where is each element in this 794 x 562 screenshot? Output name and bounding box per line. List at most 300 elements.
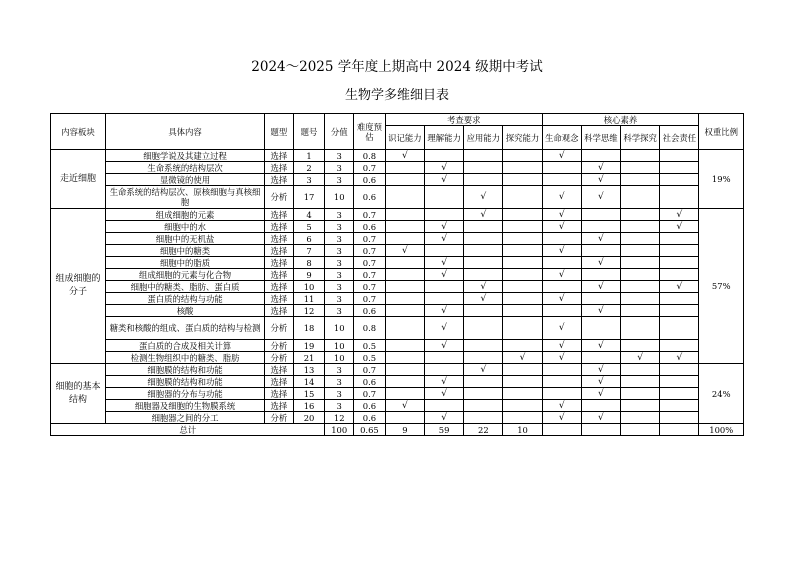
total-req-score: 59 (425, 424, 464, 436)
check-mark: √ (581, 305, 620, 317)
check-mark: √ (542, 352, 581, 364)
qno-cell: 1 (293, 150, 325, 162)
qtype-cell: 选择 (265, 364, 294, 376)
content-cell: 细胞中的脂质 (106, 257, 265, 269)
check-mark: √ (425, 317, 464, 340)
check-mark: √ (425, 388, 464, 400)
qno-cell: 10 (293, 281, 325, 293)
check-mark: √ (542, 245, 581, 257)
difficulty-cell: 0.7 (354, 245, 386, 257)
score-cell: 3 (325, 174, 354, 186)
empty-cell (503, 162, 542, 174)
table-row (51, 388, 744, 400)
header-qno: 题号 (293, 114, 325, 150)
check-mark: √ (581, 257, 620, 269)
empty-cell (503, 317, 542, 340)
content-cell: 组成细胞的元素 (106, 209, 265, 221)
table-row (51, 281, 744, 293)
qtype-cell: 分析 (265, 317, 294, 340)
empty-cell (503, 364, 542, 376)
qno-cell: 18 (293, 317, 325, 340)
check-mark: √ (581, 388, 620, 400)
qno-cell: 7 (293, 245, 325, 257)
empty-cell (425, 293, 464, 305)
header-req-explore: 探究能力 (503, 126, 542, 150)
empty-cell (621, 221, 660, 233)
qtype-cell: 选择 (265, 257, 294, 269)
content-cell: 细胞学说及其建立过程 (106, 150, 265, 162)
header-difficulty: 难度预估 (354, 114, 386, 150)
empty-cell (542, 305, 581, 317)
score-cell: 10 (325, 340, 354, 352)
empty-cell (464, 305, 503, 317)
empty-cell (621, 376, 660, 388)
empty-cell (464, 340, 503, 352)
check-mark: √ (581, 376, 620, 388)
empty-cell (385, 209, 424, 221)
total-difficulty: 0.65 (354, 424, 386, 436)
empty-cell (503, 257, 542, 269)
empty-cell (621, 293, 660, 305)
header-module: 内容板块 (51, 114, 106, 150)
check-mark: √ (542, 269, 581, 281)
empty-cell (581, 245, 620, 257)
score-cell: 3 (325, 245, 354, 257)
empty-cell (660, 269, 699, 281)
score-cell: 3 (325, 400, 354, 412)
empty-cell (503, 305, 542, 317)
total-req-score: 9 (385, 424, 424, 436)
difficulty-cell: 0.6 (354, 412, 386, 424)
check-mark: √ (581, 364, 620, 376)
empty-cell (621, 305, 660, 317)
empty-cell (621, 317, 660, 340)
qtype-cell: 选择 (265, 209, 294, 221)
difficulty-cell: 0.6 (354, 376, 386, 388)
empty-cell (660, 162, 699, 174)
check-mark: √ (581, 174, 620, 186)
empty-cell (503, 400, 542, 412)
table-row (51, 400, 744, 412)
check-mark: √ (385, 150, 424, 162)
qtype-cell: 选择 (265, 305, 294, 317)
qno-cell: 12 (293, 305, 325, 317)
empty-cell (581, 424, 620, 436)
check-mark: √ (464, 364, 503, 376)
difficulty-cell: 0.7 (354, 281, 386, 293)
check-mark: √ (621, 352, 660, 364)
difficulty-cell: 0.6 (354, 400, 386, 412)
content-cell: 细胞器的分布与功能 (106, 388, 265, 400)
empty-cell (581, 352, 620, 364)
table-row (51, 186, 744, 209)
empty-cell (581, 209, 620, 221)
empty-cell (464, 352, 503, 364)
empty-cell (660, 400, 699, 412)
content-cell: 细胞中的糖类、脂肪、蛋白质 (106, 281, 265, 293)
empty-cell (581, 293, 620, 305)
check-mark: √ (581, 412, 620, 424)
header-weight: 权重比例 (699, 114, 744, 150)
header-core-scientific-inquiry: 科学探究 (621, 126, 660, 150)
check-mark: √ (425, 162, 464, 174)
empty-cell (542, 233, 581, 245)
qtype-cell: 选择 (265, 221, 294, 233)
content-cell: 检测生物组织中的糖类、脂肪 (106, 352, 265, 364)
check-mark: √ (425, 233, 464, 245)
empty-cell (425, 150, 464, 162)
empty-cell (385, 340, 424, 352)
empty-cell (542, 388, 581, 400)
difficulty-cell: 0.7 (354, 269, 386, 281)
table-row (51, 245, 744, 257)
empty-cell (464, 317, 503, 340)
empty-cell (542, 162, 581, 174)
empty-cell (503, 376, 542, 388)
qtype-cell: 选择 (265, 269, 294, 281)
empty-cell (385, 317, 424, 340)
table-row (51, 352, 744, 364)
table-row (51, 364, 744, 376)
check-mark: √ (660, 209, 699, 221)
qno-cell: 9 (293, 269, 325, 281)
qno-cell: 19 (293, 340, 325, 352)
check-mark: √ (542, 150, 581, 162)
check-mark: √ (425, 221, 464, 233)
empty-cell (542, 257, 581, 269)
qtype-cell: 选择 (265, 376, 294, 388)
empty-cell (464, 150, 503, 162)
empty-cell (660, 412, 699, 424)
check-mark: √ (425, 376, 464, 388)
table-row (51, 305, 744, 317)
exam-title: 2024～2025 学年度上期高中 2024 级期中考试 (251, 59, 543, 75)
content-cell: 生命系统的结构层次 (106, 162, 265, 174)
empty-cell (621, 150, 660, 162)
empty-cell (385, 221, 424, 233)
qtype-cell: 选择 (265, 293, 294, 305)
empty-cell (503, 245, 542, 257)
content-cell: 细胞中的无机盐 (106, 233, 265, 245)
empty-cell (464, 257, 503, 269)
total-weight: 100% (699, 424, 744, 436)
empty-cell (385, 186, 424, 209)
empty-cell (425, 281, 464, 293)
empty-cell (464, 174, 503, 186)
empty-cell (621, 209, 660, 221)
empty-cell (621, 233, 660, 245)
empty-cell (464, 269, 503, 281)
empty-cell (621, 424, 660, 436)
content-cell: 细胞器及细胞的生物膜系统 (106, 400, 265, 412)
module-weight: 24% (699, 364, 744, 424)
score-cell: 3 (325, 305, 354, 317)
qno-cell: 5 (293, 221, 325, 233)
empty-cell (581, 150, 620, 162)
check-mark: √ (660, 352, 699, 364)
header-core-social-responsibility: 社会责任 (660, 126, 699, 150)
score-cell: 3 (325, 293, 354, 305)
empty-cell (425, 245, 464, 257)
empty-cell (503, 186, 542, 209)
check-mark: √ (581, 186, 620, 209)
empty-cell (464, 388, 503, 400)
content-cell: 核酸 (106, 305, 265, 317)
check-mark: √ (464, 293, 503, 305)
check-mark: √ (542, 340, 581, 352)
empty-cell (425, 209, 464, 221)
table-title: 生物学多维细目表 (344, 88, 449, 103)
empty-cell (621, 340, 660, 352)
empty-cell (660, 186, 699, 209)
qno-cell: 2 (293, 162, 325, 174)
empty-cell (660, 174, 699, 186)
difficulty-cell: 0.7 (354, 293, 386, 305)
check-mark: √ (425, 257, 464, 269)
qno-cell: 4 (293, 209, 325, 221)
empty-cell (385, 412, 424, 424)
content-cell: 糖类和核酸的组成、蛋白质的结构与检测 (106, 317, 265, 340)
table-row (51, 162, 744, 174)
check-mark: √ (660, 281, 699, 293)
table-row (51, 269, 744, 281)
empty-cell (503, 340, 542, 352)
check-mark: √ (425, 340, 464, 352)
check-mark: √ (385, 245, 424, 257)
empty-cell (503, 174, 542, 186)
empty-cell (385, 269, 424, 281)
empty-cell (660, 245, 699, 257)
qno-cell: 14 (293, 376, 325, 388)
empty-cell (385, 281, 424, 293)
empty-cell (464, 162, 503, 174)
empty-cell (621, 281, 660, 293)
qtype-cell: 选择 (265, 162, 294, 174)
check-mark: √ (385, 400, 424, 412)
header-core-life-concept: 生命观念 (542, 126, 581, 150)
table-row (51, 174, 744, 186)
empty-cell (581, 317, 620, 340)
module-name: 走近细胞 (51, 150, 106, 209)
specification-table (50, 113, 744, 436)
total-req-score: 22 (464, 424, 503, 436)
qno-cell: 16 (293, 400, 325, 412)
score-cell: 3 (325, 364, 354, 376)
header-exam-requirements: 考查要求 (385, 114, 542, 126)
score-cell: 3 (325, 388, 354, 400)
check-mark: √ (464, 281, 503, 293)
score-cell: 3 (325, 221, 354, 233)
total-row (51, 424, 744, 436)
empty-cell (385, 162, 424, 174)
difficulty-cell: 0.7 (354, 233, 386, 245)
qno-cell: 21 (293, 352, 325, 364)
empty-cell (660, 424, 699, 436)
score-cell: 3 (325, 233, 354, 245)
empty-cell (503, 150, 542, 162)
content-cell: 细胞膜的结构和功能 (106, 376, 265, 388)
empty-cell (503, 233, 542, 245)
empty-cell (385, 305, 424, 317)
score-cell: 10 (325, 317, 354, 340)
empty-cell (464, 412, 503, 424)
empty-cell (621, 364, 660, 376)
qtype-cell: 选择 (265, 245, 294, 257)
qno-cell: 15 (293, 388, 325, 400)
empty-cell (385, 174, 424, 186)
qtype-cell: 分析 (265, 186, 294, 209)
table-row (51, 221, 744, 233)
qno-cell: 17 (293, 186, 325, 209)
content-cell: 显微镜的使用 (106, 174, 265, 186)
qtype-cell: 选择 (265, 400, 294, 412)
empty-cell (660, 293, 699, 305)
score-cell: 3 (325, 150, 354, 162)
check-mark: √ (425, 305, 464, 317)
check-mark: √ (542, 209, 581, 221)
empty-cell (660, 376, 699, 388)
header-qtype: 题型 (265, 114, 294, 150)
qtype-cell: 选择 (265, 281, 294, 293)
score-cell: 3 (325, 281, 354, 293)
empty-cell (503, 209, 542, 221)
difficulty-cell: 0.7 (354, 388, 386, 400)
score-cell: 3 (325, 269, 354, 281)
empty-cell (503, 388, 542, 400)
qno-cell: 6 (293, 233, 325, 245)
check-mark: √ (581, 233, 620, 245)
empty-cell (621, 257, 660, 269)
difficulty-cell: 0.7 (354, 364, 386, 376)
empty-cell (503, 293, 542, 305)
empty-cell (425, 364, 464, 376)
empty-cell (660, 364, 699, 376)
header-row (51, 114, 744, 126)
difficulty-cell: 0.6 (354, 305, 386, 317)
empty-cell (581, 269, 620, 281)
header-score: 分值 (325, 114, 354, 150)
empty-cell (464, 400, 503, 412)
qtype-cell: 分析 (265, 340, 294, 352)
table-row (51, 209, 744, 221)
header-core-literacy: 核心素养 (542, 114, 699, 126)
table-row (51, 257, 744, 269)
header-core-scientific-thinking: 科学思维 (581, 126, 620, 150)
empty-cell (464, 376, 503, 388)
empty-cell (660, 317, 699, 340)
content-cell: 细胞中的水 (106, 221, 265, 233)
qno-cell: 13 (293, 364, 325, 376)
module-name: 组成细胞的分子 (51, 209, 106, 364)
table-row (51, 150, 744, 162)
check-mark: √ (581, 281, 620, 293)
difficulty-cell: 0.6 (354, 186, 386, 209)
difficulty-cell: 0.7 (354, 209, 386, 221)
empty-cell (581, 221, 620, 233)
qtype-cell: 选择 (265, 233, 294, 245)
table-row (51, 293, 744, 305)
qno-cell: 3 (293, 174, 325, 186)
check-mark: √ (425, 412, 464, 424)
empty-cell (621, 400, 660, 412)
content-cell: 蛋白质的结构与功能 (106, 293, 265, 305)
empty-cell (503, 221, 542, 233)
empty-cell (385, 257, 424, 269)
empty-cell (621, 162, 660, 174)
empty-cell (503, 412, 542, 424)
score-cell: 12 (325, 412, 354, 424)
header-req-understand: 理解能力 (425, 126, 464, 150)
module-weight: 19% (699, 150, 744, 209)
difficulty-cell: 0.6 (354, 221, 386, 233)
score-cell: 3 (325, 257, 354, 269)
qtype-cell: 分析 (265, 352, 294, 364)
content-cell: 蛋白质的合成及相关计算 (106, 340, 265, 352)
qtype-cell: 分析 (265, 412, 294, 424)
content-cell: 生命系统的结构层次、原核细胞与真核细胞 (106, 186, 265, 209)
empty-cell (621, 269, 660, 281)
check-mark: √ (542, 186, 581, 209)
empty-cell (542, 281, 581, 293)
empty-cell (464, 245, 503, 257)
empty-cell (503, 281, 542, 293)
empty-cell (621, 412, 660, 424)
module-weight: 57% (699, 209, 744, 364)
difficulty-cell: 0.5 (354, 340, 386, 352)
check-mark: √ (542, 317, 581, 340)
empty-cell (542, 174, 581, 186)
empty-cell (385, 233, 424, 245)
check-mark: √ (581, 162, 620, 174)
empty-cell (621, 388, 660, 400)
header-req-apply: 应用能力 (464, 126, 503, 150)
score-cell: 10 (325, 352, 354, 364)
qno-cell: 11 (293, 293, 325, 305)
empty-cell (425, 186, 464, 209)
empty-cell (542, 424, 581, 436)
check-mark: √ (464, 209, 503, 221)
empty-cell (621, 245, 660, 257)
check-mark: √ (425, 174, 464, 186)
score-cell: 3 (325, 376, 354, 388)
content-cell: 细胞器之间的分工 (106, 412, 265, 424)
difficulty-cell: 0.7 (354, 162, 386, 174)
empty-cell (621, 186, 660, 209)
empty-cell (660, 340, 699, 352)
content-cell: 组成细胞的元素与化合物 (106, 269, 265, 281)
qno-cell: 20 (293, 412, 325, 424)
difficulty-cell: 0.5 (354, 352, 386, 364)
check-mark: √ (542, 293, 581, 305)
total-req-score: 10 (503, 424, 542, 436)
qtype-cell: 选择 (265, 388, 294, 400)
table-row (51, 340, 744, 352)
score-cell: 3 (325, 162, 354, 174)
difficulty-cell: 0.7 (354, 257, 386, 269)
table-row (51, 233, 744, 245)
header-req-recall: 识记能力 (385, 126, 424, 150)
qtype-cell: 选择 (265, 150, 294, 162)
header-content: 具体内容 (106, 114, 265, 150)
table-row (51, 376, 744, 388)
difficulty-cell: 0.6 (354, 174, 386, 186)
score-cell: 3 (325, 209, 354, 221)
empty-cell (385, 388, 424, 400)
empty-cell (385, 376, 424, 388)
empty-cell (660, 233, 699, 245)
content-cell: 细胞中的糖类 (106, 245, 265, 257)
empty-cell (660, 257, 699, 269)
